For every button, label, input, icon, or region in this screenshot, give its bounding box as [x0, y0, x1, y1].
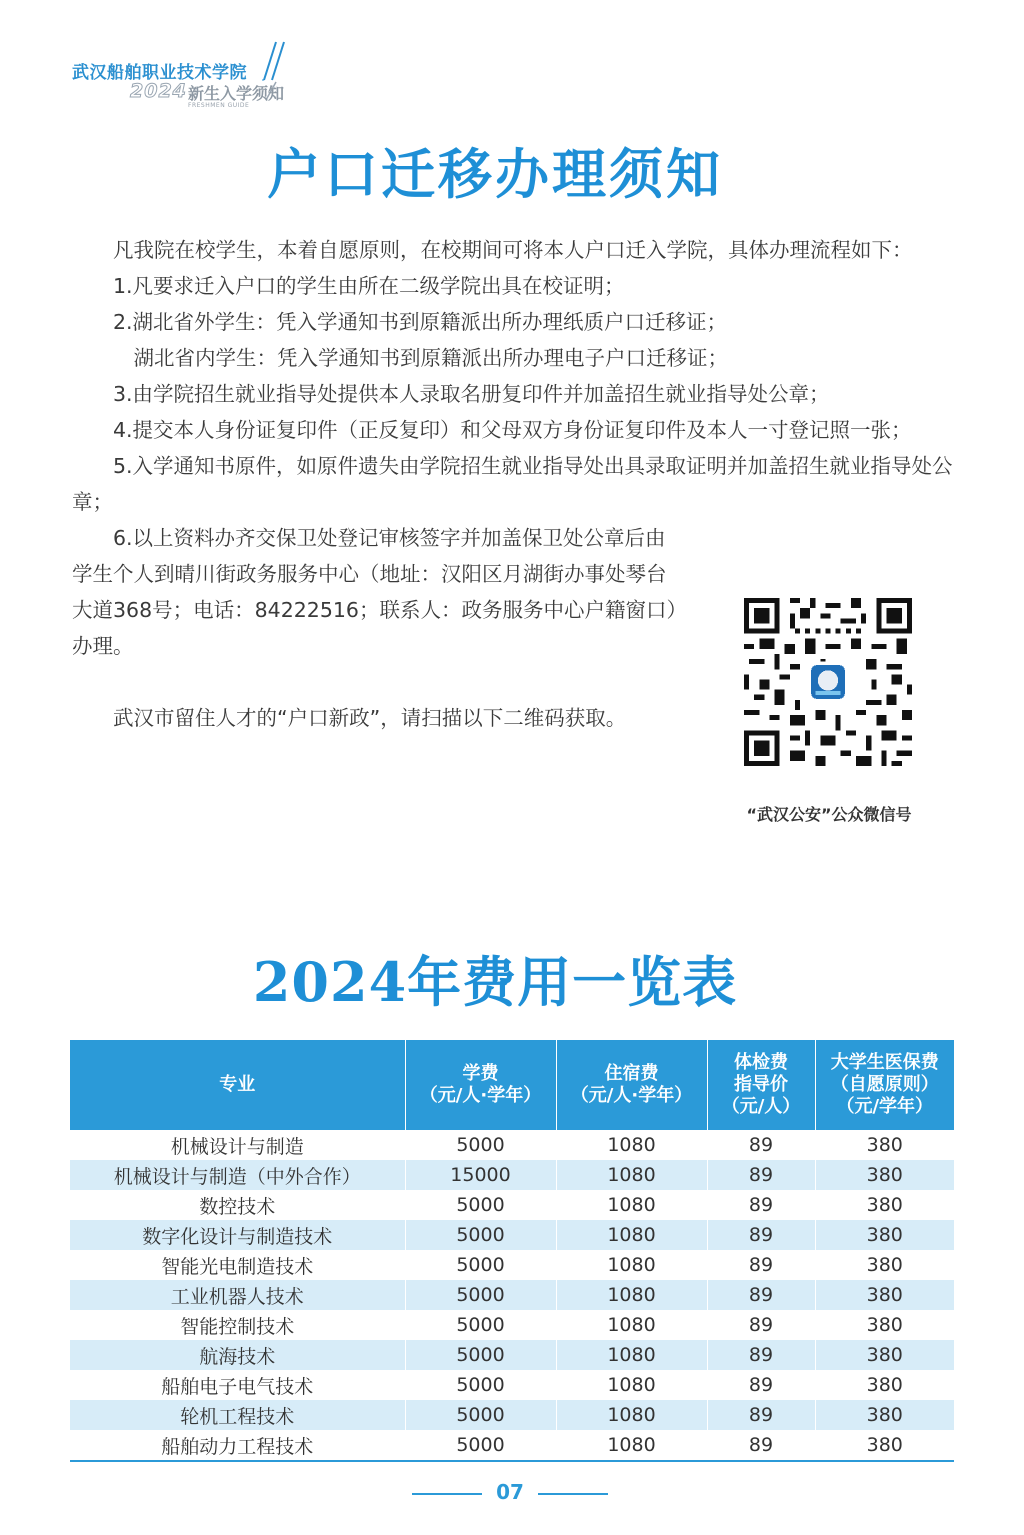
cell-tuition: 5000	[405, 1280, 556, 1310]
col-exam: 体检费 指导价 （元/人）	[707, 1040, 815, 1130]
cell-insurance: 380	[815, 1190, 954, 1220]
page-number: 07	[496, 1480, 524, 1504]
cell-major: 智能控制技术	[180, 1315, 295, 1338]
footer-rule-right	[538, 1493, 608, 1495]
cell-major: 数字化设计与制造技术	[70, 1220, 405, 1250]
cell-insurance: 380	[815, 1160, 954, 1190]
cell-major: 航海技术	[70, 1340, 405, 1370]
step-1: 1.凡要求迁入户口的学生由所在二级学院出具在校证明；	[113, 274, 625, 298]
table-row	[70, 1310, 954, 1340]
table-row	[70, 1220, 954, 1250]
cell-tuition: 15000	[405, 1160, 556, 1190]
table-row	[70, 1190, 954, 1220]
cell-dorm: 1080	[556, 1280, 707, 1310]
table-row	[70, 1430, 954, 1461]
table-row	[70, 1340, 954, 1370]
cell-exam: 89	[707, 1280, 815, 1310]
cell-exam: 89	[707, 1250, 815, 1280]
step-3: 3.由学院招生就业指导处提供本人录取名册复印件并加盖招生就业指导处公章；	[113, 382, 830, 406]
cell-tuition: 5000	[405, 1340, 556, 1370]
cell-major: 船舶电子电气技术	[161, 1375, 314, 1398]
step-2-inside: 湖北省内学生：凭入学通知书到原籍派出所办理电子户口迁移证；	[133, 346, 728, 370]
cell-dorm: 1080	[556, 1310, 707, 1340]
cell-dorm: 1080	[556, 1370, 707, 1400]
cell-tuition: 5000	[405, 1220, 556, 1250]
cell-tuition: 5000	[405, 1400, 556, 1430]
cell-major: 轮机工程技术	[70, 1400, 405, 1430]
cell-major: 机械设计与制造（中外合作）	[70, 1160, 405, 1190]
policy-paragraph: 武汉市留住人才的“户口新政”，请扫描以下二维码获取。	[113, 706, 627, 730]
cell-tuition: 5000	[405, 1130, 556, 1160]
cell-insurance: 380	[815, 1430, 954, 1461]
cell-exam: 89	[707, 1310, 815, 1340]
qr-caption: “武汉公安”公众微信号	[746, 805, 912, 824]
col-insurance: 大学生医保费 （自愿原则） （元/学年）	[815, 1040, 954, 1130]
table-row	[70, 1250, 954, 1280]
cell-insurance: 380	[815, 1280, 954, 1310]
cell-dorm: 1080	[556, 1130, 707, 1160]
cell-dorm: 1080	[556, 1160, 707, 1190]
cell-tuition: 5000	[405, 1250, 556, 1280]
cell-dorm: 1080	[556, 1220, 707, 1250]
cell-tuition: 5000	[405, 1310, 556, 1340]
cell-insurance: 380	[815, 1400, 954, 1430]
cell-exam: 89	[707, 1370, 815, 1400]
cell-insurance: 380	[815, 1370, 954, 1400]
cell-exam: 89	[707, 1190, 815, 1220]
cell-insurance: 380	[815, 1220, 954, 1250]
col-tuition: 学费 （元/人·学年）	[405, 1040, 556, 1130]
col-dorm: 住宿费 （元/人·学年）	[556, 1040, 707, 1130]
qr-code[interactable]	[744, 598, 912, 766]
table-row	[70, 1400, 954, 1430]
cell-insurance: 380	[815, 1130, 954, 1160]
cell-major: 数控技术	[199, 1195, 276, 1218]
step-6: 6.以上资料办齐交保卫处登记审核签字并加盖保卫处公章后由学生个人到晴川街政务服务中心（地址：汉阳区月湖街办事处琴台大道368号；电话：84222516；联系人：政务服务中心户籍窗口）办理。	[72, 526, 677, 658]
cell-exam: 89	[707, 1220, 815, 1250]
fees-title: 2024年费用一览表	[252, 950, 738, 1014]
intro-paragraph: 凡我院在校学生，本着自愿原则，在校期间可将本人户口迁入学院，具体办理流程如下：	[113, 238, 913, 262]
cell-major: 智能光电制造技术	[161, 1255, 314, 1278]
table-row	[70, 1370, 954, 1400]
cell-major: 工业机器人技术	[70, 1280, 405, 1310]
cell-insurance: 380	[815, 1310, 954, 1340]
cell-major: 机械设计与制造	[170, 1135, 304, 1158]
cell-tuition: 5000	[405, 1190, 556, 1220]
header-subtitle-en: FRESHMEN GUIDE	[188, 102, 250, 109]
cell-insurance: 380	[815, 1340, 954, 1370]
school-name: 武汉船舶职业技术学院	[72, 63, 247, 83]
cell-major: 船舶动力工程技术	[70, 1430, 405, 1461]
cell-exam: 89	[707, 1400, 815, 1430]
step-2-outside: 2.湖北省外学生：凭入学通知书到原籍派出所办理纸质户口迁移证；	[113, 310, 728, 334]
cell-tuition: 5000	[405, 1430, 556, 1461]
cell-insurance: 380	[815, 1250, 954, 1280]
header-subtitle: 新生入学须知	[188, 84, 285, 103]
cell-dorm: 1080	[556, 1430, 707, 1461]
table-row	[70, 1280, 954, 1310]
cell-dorm: 1080	[556, 1190, 707, 1220]
cell-tuition: 5000	[405, 1370, 556, 1400]
table-row	[70, 1160, 954, 1190]
fees-table	[70, 1040, 954, 1462]
cell-dorm: 1080	[556, 1400, 707, 1430]
cell-exam: 89	[707, 1160, 815, 1190]
step-4: 4.提交本人身份证复印件（正反复印）和父母双方身份证复印件及本人一寸登记照一张；	[113, 418, 912, 442]
col-major: 专业	[70, 1040, 405, 1130]
hukou-title: 户口迁移办理须知	[267, 142, 723, 206]
header-year: 2024	[130, 80, 187, 102]
cell-exam: 89	[707, 1130, 815, 1160]
cell-dorm: 1080	[556, 1250, 707, 1280]
table-row	[70, 1130, 954, 1160]
cell-dorm: 1080	[556, 1340, 707, 1370]
step-5: 5.入学通知书原件，如原件遗失由学院招生就业指导处出具录取证明并加盖招生就业指导处公章；	[72, 454, 953, 514]
cell-exam: 89	[707, 1430, 815, 1461]
fees-header-row	[70, 1040, 954, 1130]
cell-exam: 89	[707, 1340, 815, 1370]
